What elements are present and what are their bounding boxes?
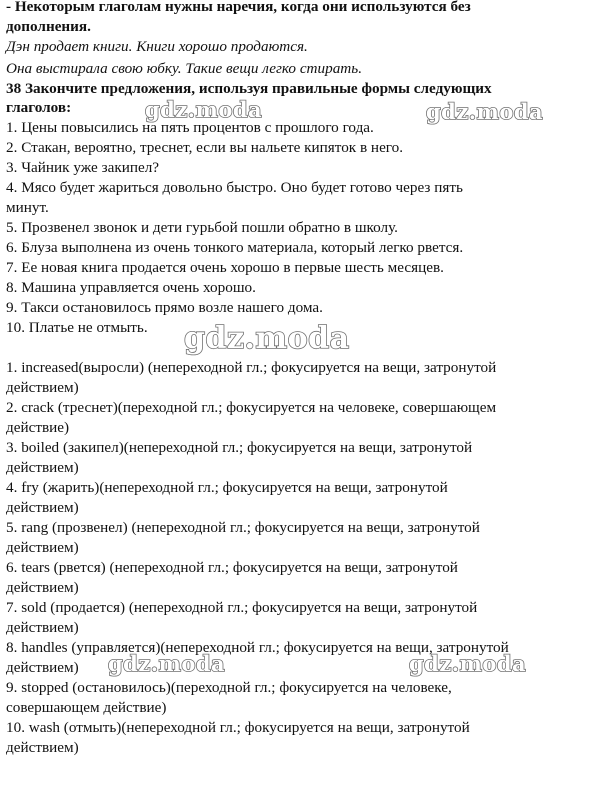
answer-line: 4. fry (жарить)(непереходной гл.; фокусируется на вещи, затронутой bbox=[6, 479, 448, 496]
sentence-line: минут. bbox=[6, 199, 49, 216]
answer-line: 2. crack (треснет)(переходной гл.; фокусируется на человеке, совершающем bbox=[6, 399, 497, 416]
answer-line: действием) bbox=[6, 659, 79, 676]
answer-line: 8. handles (управляется)(непереходной гл.; фокусируется на вещи, затронутой bbox=[6, 639, 509, 656]
watermark: gdz.moda bbox=[108, 651, 226, 676]
answer-line: 5. rang (прозвенел) (непереходной гл.; фокусируется на вещи, затронутой bbox=[6, 519, 480, 536]
answer-line: 9. stopped (остановилось)(переходной гл.; фокусируется на человеке, bbox=[6, 679, 452, 696]
answer-line: действием) bbox=[6, 379, 79, 396]
sentence-line: 3. Чайник уже закипел? bbox=[6, 159, 160, 176]
sentence-line: 8. Машина управляется очень хорошо. bbox=[6, 279, 256, 296]
answer-line: действием) bbox=[6, 459, 79, 476]
answer-line: действием) bbox=[6, 739, 79, 756]
watermark: gdz.moda bbox=[409, 651, 527, 676]
answer-line: действием) bbox=[6, 579, 79, 596]
answer-line: действием) bbox=[6, 499, 79, 516]
sentence-line: 4. Мясо будет жариться довольно быстро. Оно будет готово через пять bbox=[6, 179, 463, 196]
intro-example-1: Дэн продает книги. Книги хорошо продаются. bbox=[6, 38, 308, 55]
sentence-line: 5. Прозвенел звонок и дети гурьбой пошли обратно в школу. bbox=[6, 219, 398, 236]
sentence-line: 2. Стакан, вероятно, треснет, если вы нальете кипяток в него. bbox=[6, 139, 404, 156]
watermark: gdz.moda bbox=[145, 97, 263, 122]
sentence-line: 10. Платье не отмыть. bbox=[6, 319, 148, 336]
intro-heading-line-2: дополнения. bbox=[6, 18, 91, 35]
answer-line: действие) bbox=[6, 419, 70, 436]
intro-example-2: Она выстирала свою юбку. Такие вещи легко стирать. bbox=[6, 60, 362, 77]
task-title-line-2: глаголов: bbox=[6, 99, 72, 116]
task-title-line-1: 38 Закончите предложения, используя правильные формы следующих bbox=[6, 80, 492, 97]
watermark: gdz.moda bbox=[426, 99, 544, 124]
answer-line: совершающем действие) bbox=[6, 699, 167, 716]
answer-line: 7. sold (продается) (непереходной гл.; фокусируется на вещи, затронутой bbox=[6, 599, 478, 616]
answer-line: 1. increased(выросли) (непереходной гл.; фокусируется на вещи, затронутой bbox=[6, 359, 497, 376]
answer-line: 10. wash (отмыть)(непереходной гл.; фокусируется на вещи, затронутой bbox=[6, 719, 470, 736]
watermark: gdz.moda bbox=[184, 321, 350, 356]
answer-line: действием) bbox=[6, 619, 79, 636]
sentence-line: 7. Ее новая книга продается очень хорошо в первые шесть месяцев. bbox=[6, 259, 444, 276]
sentence-line: 9. Такси остановилось прямо возле нашего дома. bbox=[6, 299, 323, 316]
intro-heading-line-1: - Некоторым глаголам нужны наречия, когда они используются без bbox=[6, 0, 471, 15]
answer-line: 6. tears (рвется) (непереходной гл.; фокусируется на вещи, затронутой bbox=[6, 559, 458, 576]
answer-line: 3. boiled (закипел)(непереходной гл.; фокусируется на вещи, затронутой bbox=[6, 439, 473, 456]
answer-line: действием) bbox=[6, 539, 79, 556]
sentence-line: 6. Блуза выполнена из очень тонкого материала, который легко рвется. bbox=[6, 239, 464, 256]
sentence-line: 1. Цены повысились на пять процентов с прошлого года. bbox=[6, 119, 374, 136]
